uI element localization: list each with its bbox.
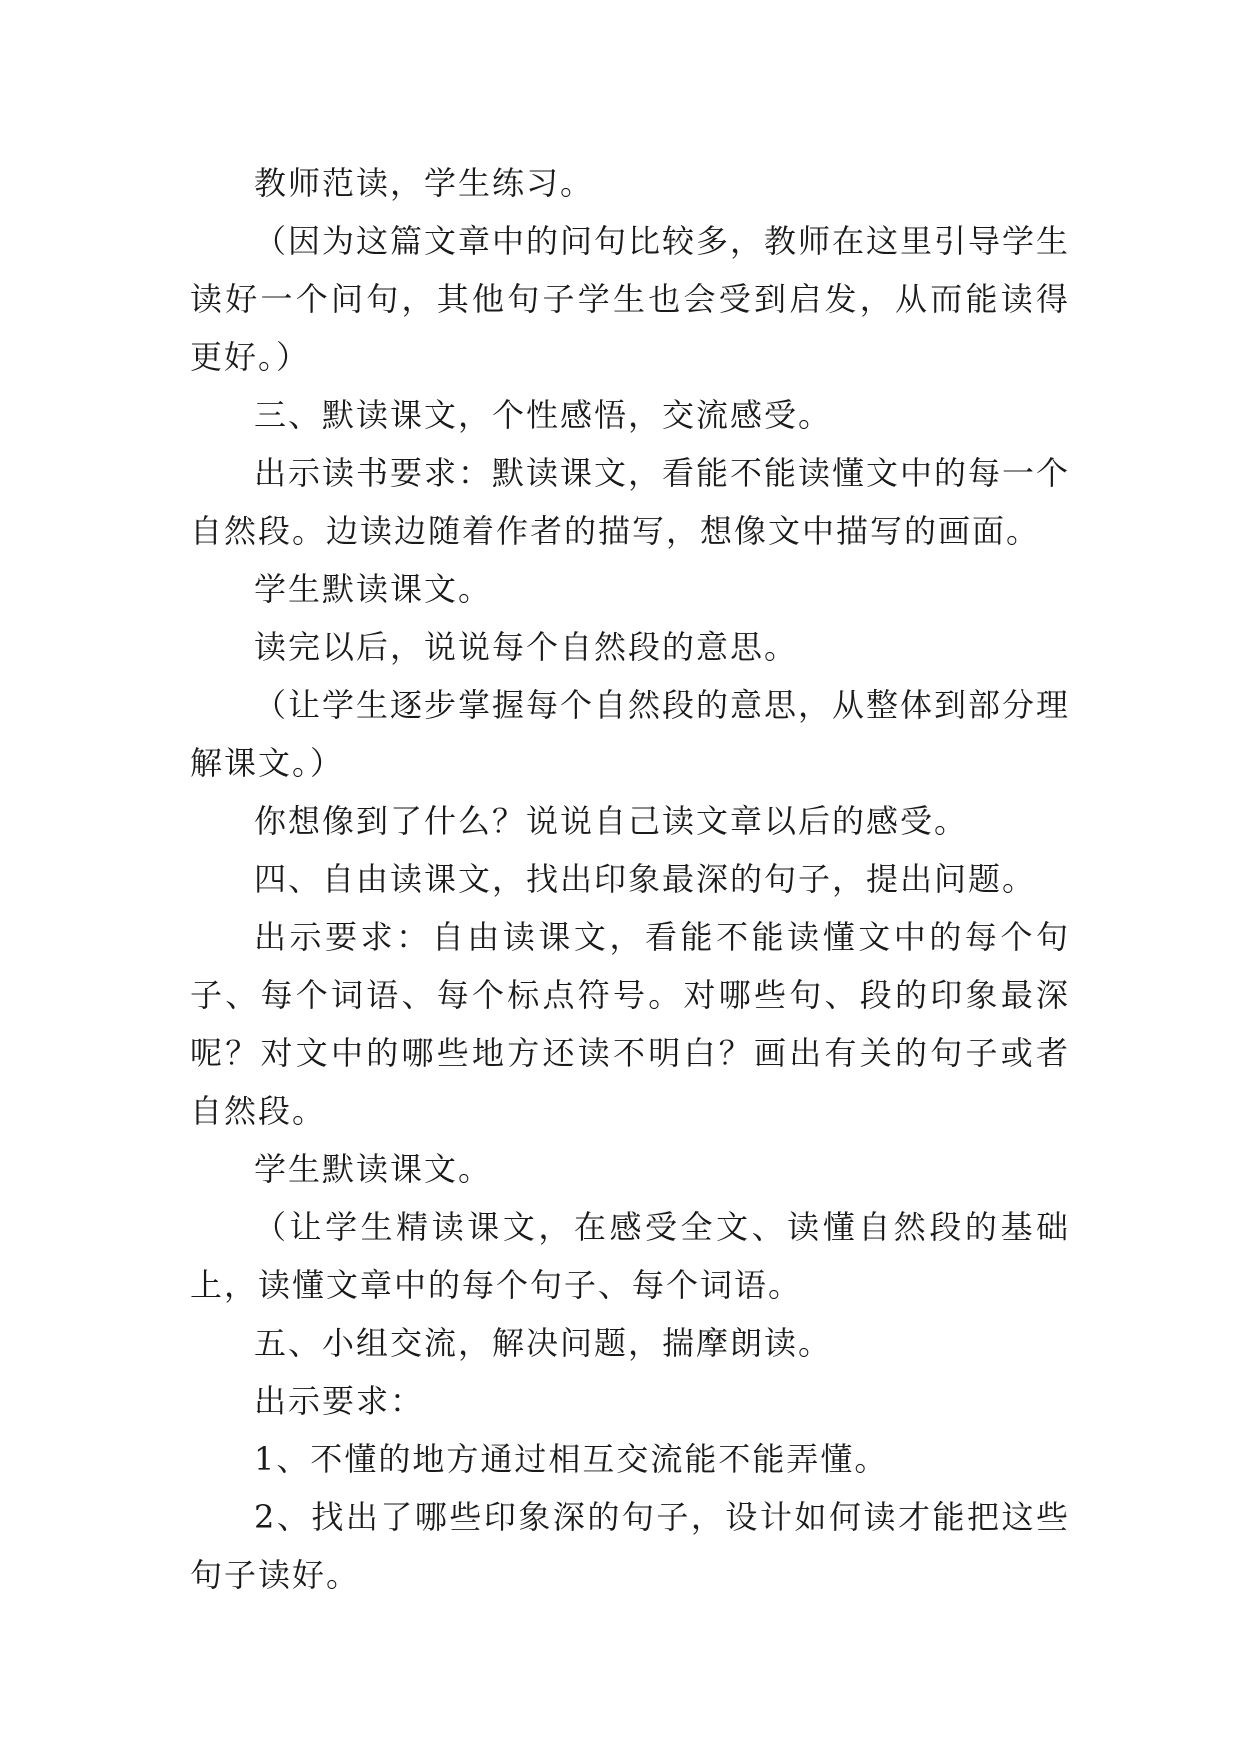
paragraph-section-4-heading: 四、自由读课文，找出印象最深的句子，提出问题。	[254, 860, 1037, 898]
paragraph-whole-to-part-note: （让学生逐步掌握每个自然段的意思，从整体到部分理解课文。）	[190, 686, 1071, 782]
paragraph-students-silent-read-2: 学生默读课文。	[254, 1150, 493, 1188]
paragraph-section-5-heading: 五、小组交流，解决问题，揣摩朗读。	[254, 1324, 833, 1362]
paragraph-teacher-demo-reading: 教师范读，学生练习。	[254, 164, 595, 202]
paragraph-intensive-reading-note: （让学生精读课文，在感受全文、读懂自然段的基础上，读懂文章中的每个句子、每个词语。	[190, 1208, 1070, 1304]
paragraph-question-note: （因为这篇文章中的问句比较多，教师在这里引导学生读好一个问句，其他句子学生也会受到启发，从而能读得更好。）	[190, 222, 1071, 376]
document-body	[190, 154, 1070, 1604]
paragraph-requirement-1: 1、不懂的地方通过相互交流能不能弄懂。	[254, 1440, 889, 1478]
paragraph-silent-reading-requirement: 出示读书要求：默读课文，看能不能读懂文中的每一个自然段。边读边随着作者的描写，想像文中描写的画面。	[190, 454, 1071, 550]
paragraph-section-3-heading: 三、默读课文，个性感悟，交流感受。	[254, 396, 833, 434]
paragraph-show-requirements: 出示要求：	[254, 1382, 425, 1420]
paragraph-students-silent-read: 学生默读课文。	[254, 570, 493, 608]
paragraph-requirement-2: 2、找出了哪些印象深的句子，设计如何读才能把这些句子读好。	[190, 1498, 1070, 1594]
paragraph-imagination-question: 你想像到了什么？说说自己读文章以后的感受。	[254, 802, 969, 840]
paragraph-after-reading: 读完以后，说说每个自然段的意思。	[254, 628, 799, 666]
paragraph-free-reading-requirement: 出示要求：自由读课文，看能不能读懂文中的每个句子、每个词语、每个标点符号。对哪些句、段的印象最深呢？对文中的哪些地方还读不明白？画出有关的句子或者自然段。	[190, 918, 1070, 1130]
